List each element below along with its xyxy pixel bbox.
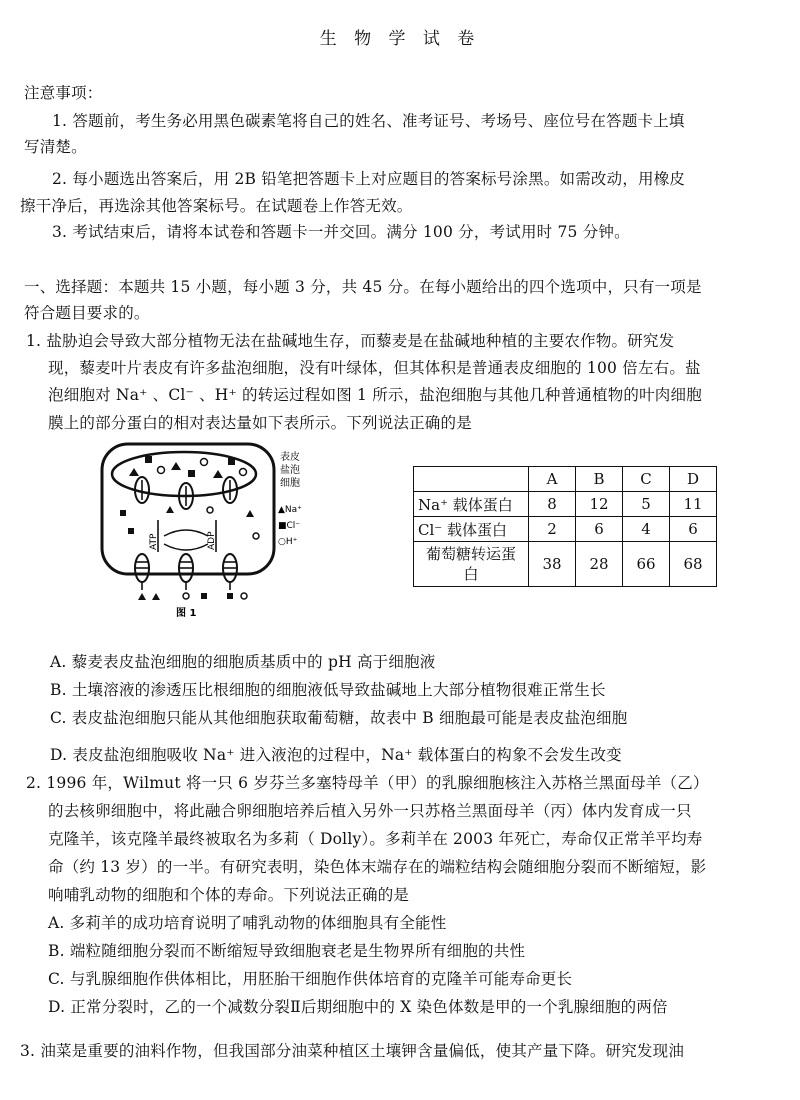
question-2-stem: 克隆羊，该克隆羊最终被取名为多莉（ Dolly）。多莉羊在 2003 年死亡，寿命仅正常羊平均寿 xyxy=(48,830,703,848)
notice-line: 擦干净后，再选涂其他答案标号。在试题卷上作答无效。 xyxy=(20,197,413,215)
question-1-stem: 1. 盐胁迫会导致大部分植物无法在盐碱地生存，而藜麦是在盐碱地种植的主要农作物。研究发 xyxy=(26,332,675,350)
table-header-cell: B xyxy=(576,467,623,492)
table-row xyxy=(414,517,717,542)
question-1-option-c: C. 表皮盐泡细胞只能从其他细胞获取葡萄糖，故表中 B 细胞最可能是表皮盐泡细胞 xyxy=(50,709,628,727)
figure-label: 细胞 xyxy=(280,478,300,489)
table-row xyxy=(414,542,717,587)
adp-label: ADP xyxy=(207,531,217,550)
question-2-option-c: C. 与乳腺细胞作供体相比，用胚胎干细胞作供体培育的克隆羊可能寿命更长 xyxy=(48,970,573,988)
question-2-stem: 响哺乳动物的细胞和个体的寿命。下列说法正确的是 xyxy=(48,886,410,904)
table-cell: 68 xyxy=(670,542,717,587)
figure-label: 表皮 xyxy=(280,452,300,463)
table-row xyxy=(414,492,717,517)
atp-label: ATP xyxy=(149,533,159,550)
table-cell: 12 xyxy=(576,492,623,517)
table-header-cell xyxy=(414,467,529,492)
table-cell: 8 xyxy=(529,492,576,517)
question-3-stem: 3. 油菜是重要的油料作物，但我国部分油菜种植区土壤钾含量偏低，使其产量下降。研究发现油 xyxy=(20,1042,685,1060)
section-heading: 一、选择题：本题共 15 小题，每小题 3 分，共 45 分。在每小题给出的四个选项中，只有一项是 xyxy=(24,278,702,296)
table-header-cell: A xyxy=(529,467,576,492)
question-2-option-d: D. 正常分裂时，乙的一个减数分裂Ⅱ后期细胞中的 X 染色体数是甲的一个乳腺细胞的两倍 xyxy=(48,998,668,1016)
table-header-cell: D xyxy=(670,467,717,492)
table-cell: 2 xyxy=(529,517,576,542)
table-row-label-line: 葡萄糖转运蛋 xyxy=(425,545,516,563)
question-2-stem: 的去核卵细胞中，将此融合卵细胞培养后植入另外一只苏格兰黑面母羊（丙）体内发育成一只 xyxy=(48,802,692,820)
question-2-stem: 命（约 13 岁）的一半。有研究表明，染色体末端存在的端粒结构会随细胞分裂而不断缩短，影 xyxy=(48,858,707,876)
table-row-label: Na⁺ 载体蛋白 xyxy=(414,492,529,517)
question-1-option-a: A. 藜麦表皮盐泡细胞的细胞质基质中的 pH 高于细胞液 xyxy=(50,653,436,671)
table-cell: 66 xyxy=(623,542,670,587)
table-cell: 4 xyxy=(623,517,670,542)
question-1-stem: 泡细胞对 Na⁺ 、Cl⁻ 、H⁺ 的转运过程如图 1 所示，盐泡细胞与其他几种普通植物的叶肉细胞 xyxy=(48,386,702,404)
question-1-stem: 膜上的部分蛋白的相对表达量如下表所示。下列说法正确的是 xyxy=(48,414,472,432)
legend-na: ▲Na⁺ xyxy=(278,505,302,515)
question-1-option-b: B. 土壤溶液的渗透压比根细胞的细胞液低导致盐碱地上大部分植物很难正常生长 xyxy=(50,681,606,699)
figure-1-salt-bladder-cell xyxy=(98,440,308,620)
legend-cl: ■Cl⁻ xyxy=(278,521,301,531)
question-2-option-a: A. 多莉羊的成功培育说明了哺乳动物的体细胞具有全能性 xyxy=(48,914,447,932)
question-2-option-b: B. 端粒随细胞分裂而不断缩短导致细胞衰老是生物界所有细胞的共性 xyxy=(48,942,526,960)
table-cell: 11 xyxy=(670,492,717,517)
table-cell: 6 xyxy=(670,517,717,542)
table-cell: 28 xyxy=(576,542,623,587)
question-2-stem: 2. 1996 年，Wilmut 将一只 6 岁芬兰多塞特母羊（甲）的乳腺细胞核注入苏格兰黑面母羊（乙） xyxy=(26,774,709,792)
table-row-label xyxy=(414,542,529,587)
table-header-row xyxy=(414,467,717,492)
notice-line: 写清楚。 xyxy=(24,138,87,156)
table-cell: 5 xyxy=(623,492,670,517)
section-heading: 符合题目要求的。 xyxy=(24,304,150,322)
question-1-stem: 现，藜麦叶片表皮有许多盐泡细胞，没有叶绿体，但其体积是普通表皮细胞的 100 倍左右。盐 xyxy=(48,359,701,377)
table-row-label: Cl⁻ 载体蛋白 xyxy=(414,517,529,542)
notice-line: 3. 考试结束后，请将本试卷和答题卡一并交回。满分 100 分，考试用时 75 分钟。 xyxy=(52,223,630,241)
table-row-label-line: 白 xyxy=(463,565,479,583)
notice-heading: 注意事项： xyxy=(24,84,103,102)
legend-h: ○H⁺ xyxy=(278,537,298,547)
table-header-cell: C xyxy=(623,467,670,492)
page-title: 生 物 学 试 卷 xyxy=(319,29,481,49)
question-1-option-d: D. 表皮盐泡细胞吸收 Na⁺ 进入液泡的过程中，Na⁺ 载体蛋白的构象不会发生改变 xyxy=(50,746,622,764)
table-cell: 38 xyxy=(529,542,576,587)
figure-label: 盐泡 xyxy=(280,465,300,476)
table-cell: 6 xyxy=(576,517,623,542)
notice-line: 1. 答题前，考生务必用黑色碳素笔将自己的姓名、准考证号、考场号、座位号在答题卡上填 xyxy=(52,112,685,130)
figure-caption: 图 1 xyxy=(176,608,197,619)
notice-line: 2. 每小题选出答案后，用 2B 铅笔把答题卡上对应题目的答案标号涂黑。如需改动，用橡皮 xyxy=(52,170,686,188)
protein-expression-table xyxy=(413,466,717,587)
